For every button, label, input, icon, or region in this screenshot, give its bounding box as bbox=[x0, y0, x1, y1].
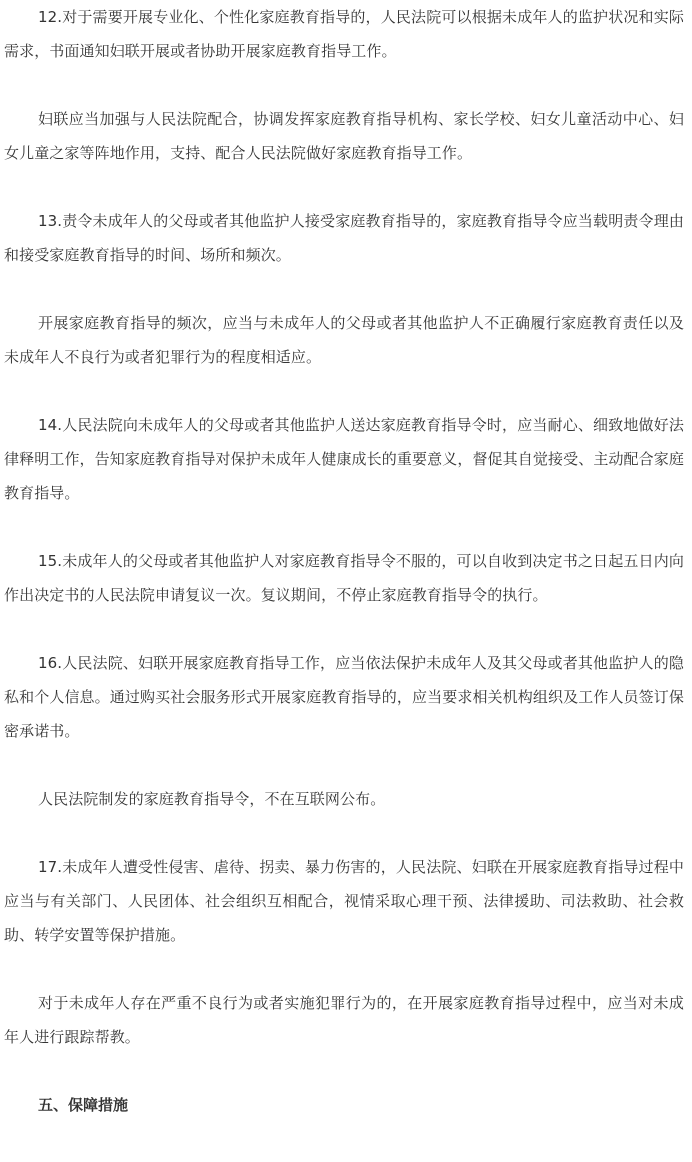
article-body bbox=[4, 0, 684, 1122]
paragraph-item-16: 16.人民法院、妇联开展家庭教育指导工作，应当依法保护未成年人及其父母或者其他监护人的隐私和个人信息。通过购买社会服务形式开展家庭教育指导的，应当要求相关机构组织及工作人员签订保密承诺书。 bbox=[4, 654, 684, 740]
paragraph-item-12: 12.对于需要开展专业化、个性化家庭教育指导的，人民法院可以根据未成年人的监护状况和实际需求，书面通知妇联开展或者协助开展家庭教育指导工作。 bbox=[4, 8, 684, 60]
paragraph-follow-up: 对于未成年人存在严重不良行为或者实施犯罪行为的，在开展家庭教育指导过程中，应当对未成年人进行跟踪帮教。 bbox=[4, 994, 684, 1046]
paragraph-gap bbox=[4, 374, 684, 408]
paragraph-gap bbox=[4, 68, 684, 102]
section-heading: 五、保障措施 bbox=[38, 1096, 129, 1114]
paragraph-gap bbox=[4, 816, 684, 850]
paragraph-item-17: 17.未成年人遭受性侵害、虐待、拐卖、暴力伤害的，人民法院、妇联在开展家庭教育指导过程中应当与有关部门、人民团体、社会组织互相配合，视情采取心理干预、法律援助、司法救助、社会救助、转学安置等保护措施。 bbox=[4, 858, 684, 944]
paragraph-gap bbox=[4, 1054, 684, 1088]
paragraph-item-15: 15.未成年人的父母或者其他监护人对家庭教育指导令不服的，可以自收到决定书之日起五日内向作出决定书的人民法院申请复议一次。复议期间，不停止家庭教育指导令的执行。 bbox=[4, 552, 684, 604]
paragraph-not-published: 人民法院制发的家庭教育指导令，不在互联网公布。 bbox=[38, 790, 386, 808]
paragraph-gap bbox=[4, 612, 684, 646]
paragraph-gap bbox=[4, 510, 684, 544]
paragraph-gap bbox=[4, 952, 684, 986]
paragraph-gap bbox=[4, 748, 684, 782]
paragraph-frequency: 开展家庭教育指导的频次，应当与未成年人的父母或者其他监护人不正确履行家庭教育责任以及未成年人不良行为或者犯罪行为的程度相适应。 bbox=[4, 314, 684, 366]
paragraph-item-14: 14.人民法院向未成年人的父母或者其他监护人送达家庭教育指导令时，应当耐心、细致地做好法律释明工作，告知家庭教育指导对保护未成年人健康成长的重要意义，督促其自觉接受、主动配合家庭教育指导。 bbox=[4, 416, 684, 502]
paragraph-gap bbox=[4, 170, 684, 204]
paragraph-gap bbox=[4, 272, 684, 306]
paragraph-item-13: 13.责令未成年人的父母或者其他监护人接受家庭教育指导的，家庭教育指导令应当载明责令理由和接受家庭教育指导的时间、场所和频次。 bbox=[4, 212, 684, 264]
paragraph-womens-federation: 妇联应当加强与人民法院配合，协调发挥家庭教育指导机构、家长学校、妇女儿童活动中心、妇女儿童之家等阵地作用，支持、配合人民法院做好家庭教育指导工作。 bbox=[4, 110, 684, 162]
